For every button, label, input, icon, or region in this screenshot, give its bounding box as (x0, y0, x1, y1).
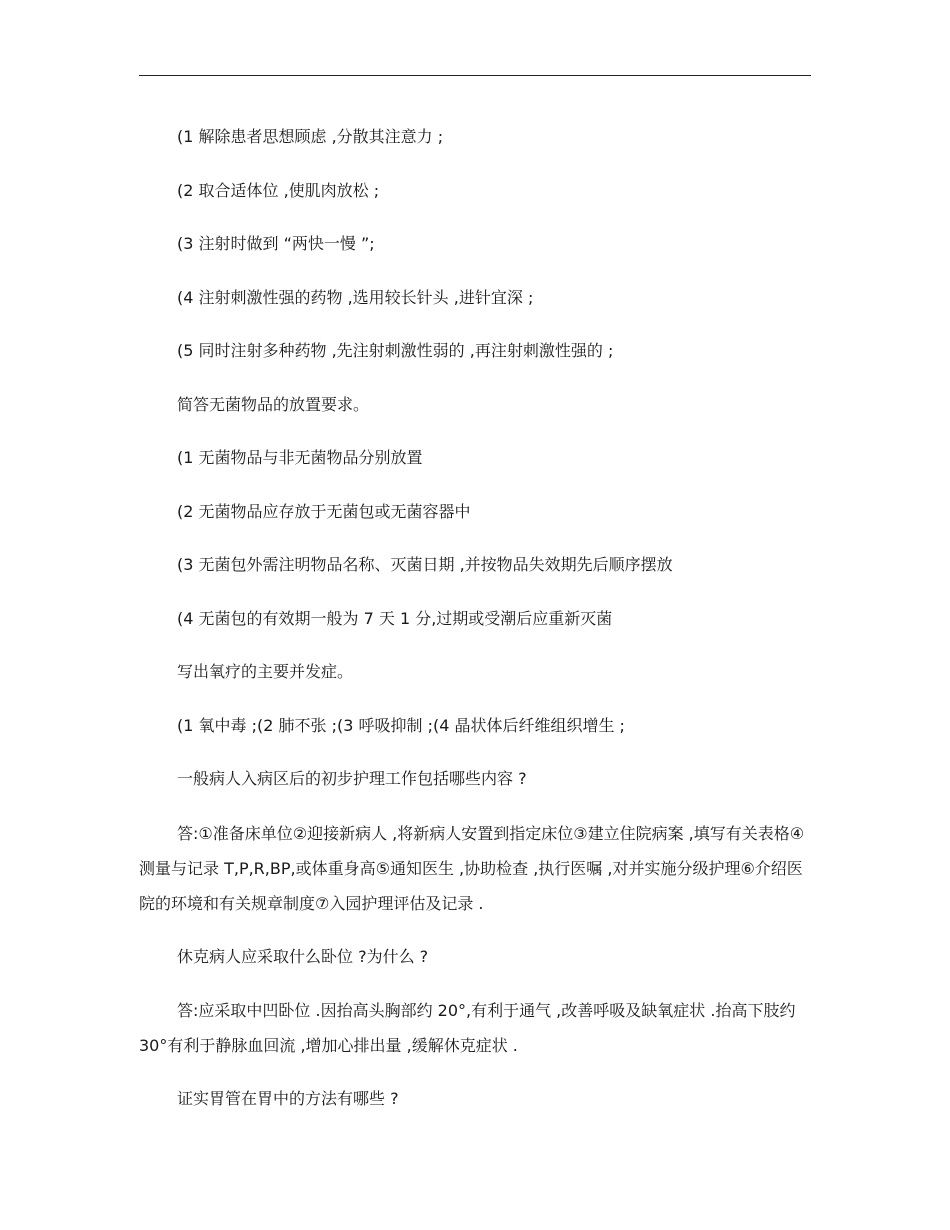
answer-item-2: (2 无菌物品应存放于无菌包或无菌容器中 (177, 501, 471, 521)
paragraph-item-3: (3 注射时做到 “两快一慢 ”; (177, 234, 375, 253)
paragraph-item-1: (1 解除患者思想顾虑 ,分散其注意力 ; (177, 127, 444, 146)
paragraph-item-2: (2 取合适体位 ,使肌肉放松 ; (177, 180, 380, 200)
answer-oxygen-complications: (1 氧中毒 ;(2 肺不张 ;(3 呼吸抑制 ;(4 晶状体后纤维组织增生 ; (177, 715, 625, 735)
question-oxygen-complications: 写出氧疗的主要并发症。 (177, 662, 354, 681)
document-body (139, 120, 811, 1116)
question-gastric-tube: 证实胃管在胃中的方法有哪些 ? (177, 1089, 399, 1108)
question-shock-position: 休克病人应采取什么卧位 ?为什么 ? (177, 946, 429, 966)
header-rule (139, 75, 811, 76)
answer-item-4: (4 无菌包的有效期一般为 7 天 1 分,过期或受潮后应重新灭菌 (177, 608, 613, 628)
answer-item-1: (1 无菌物品与非无菌物品分别放置 (177, 448, 423, 467)
paragraph-item-4: (4 注射刺激性强的药物 ,选用较长针头 ,进针宜深 ; (177, 287, 534, 307)
answer-item-3: (3 无菌包外需注明物品名称、灭菌日期 ,并按物品失效期先后顺序摆放 (177, 555, 673, 574)
question-admission-care: 一般病人入病区后的初步护理工作包括哪些内容 ? (177, 769, 527, 788)
question-sterile-items: 简答无菌物品的放置要求。 (177, 394, 370, 414)
answer-shock-position: 答:应采取中凹卧位 .因抬高头胸部约 20°,有利于通气 ,改善呼吸及缺氧症状 .抬高下肢约 30°有利于静脉血回流 ,增加心排出量 ,缓解休克症状 . (139, 1001, 796, 1055)
paragraph-item-5: (5 同时注射多种药物 ,先注射刺激性弱的 ,再注射刺激性强的 ; (177, 341, 614, 360)
answer-admission-care: 答:①准备床单位②迎接新病人 ,将新病人安置到指定床位③建立住院病案 ,填写有关表格④测量与记录 T,P,R,BP,或体重身高⑤通知医生 ,协助检查 ,执行医嘱 ,对并实施分级护理⑥介绍医院的环境和有关规章制度⑦入园护理评估及记录 . (139, 823, 805, 913)
